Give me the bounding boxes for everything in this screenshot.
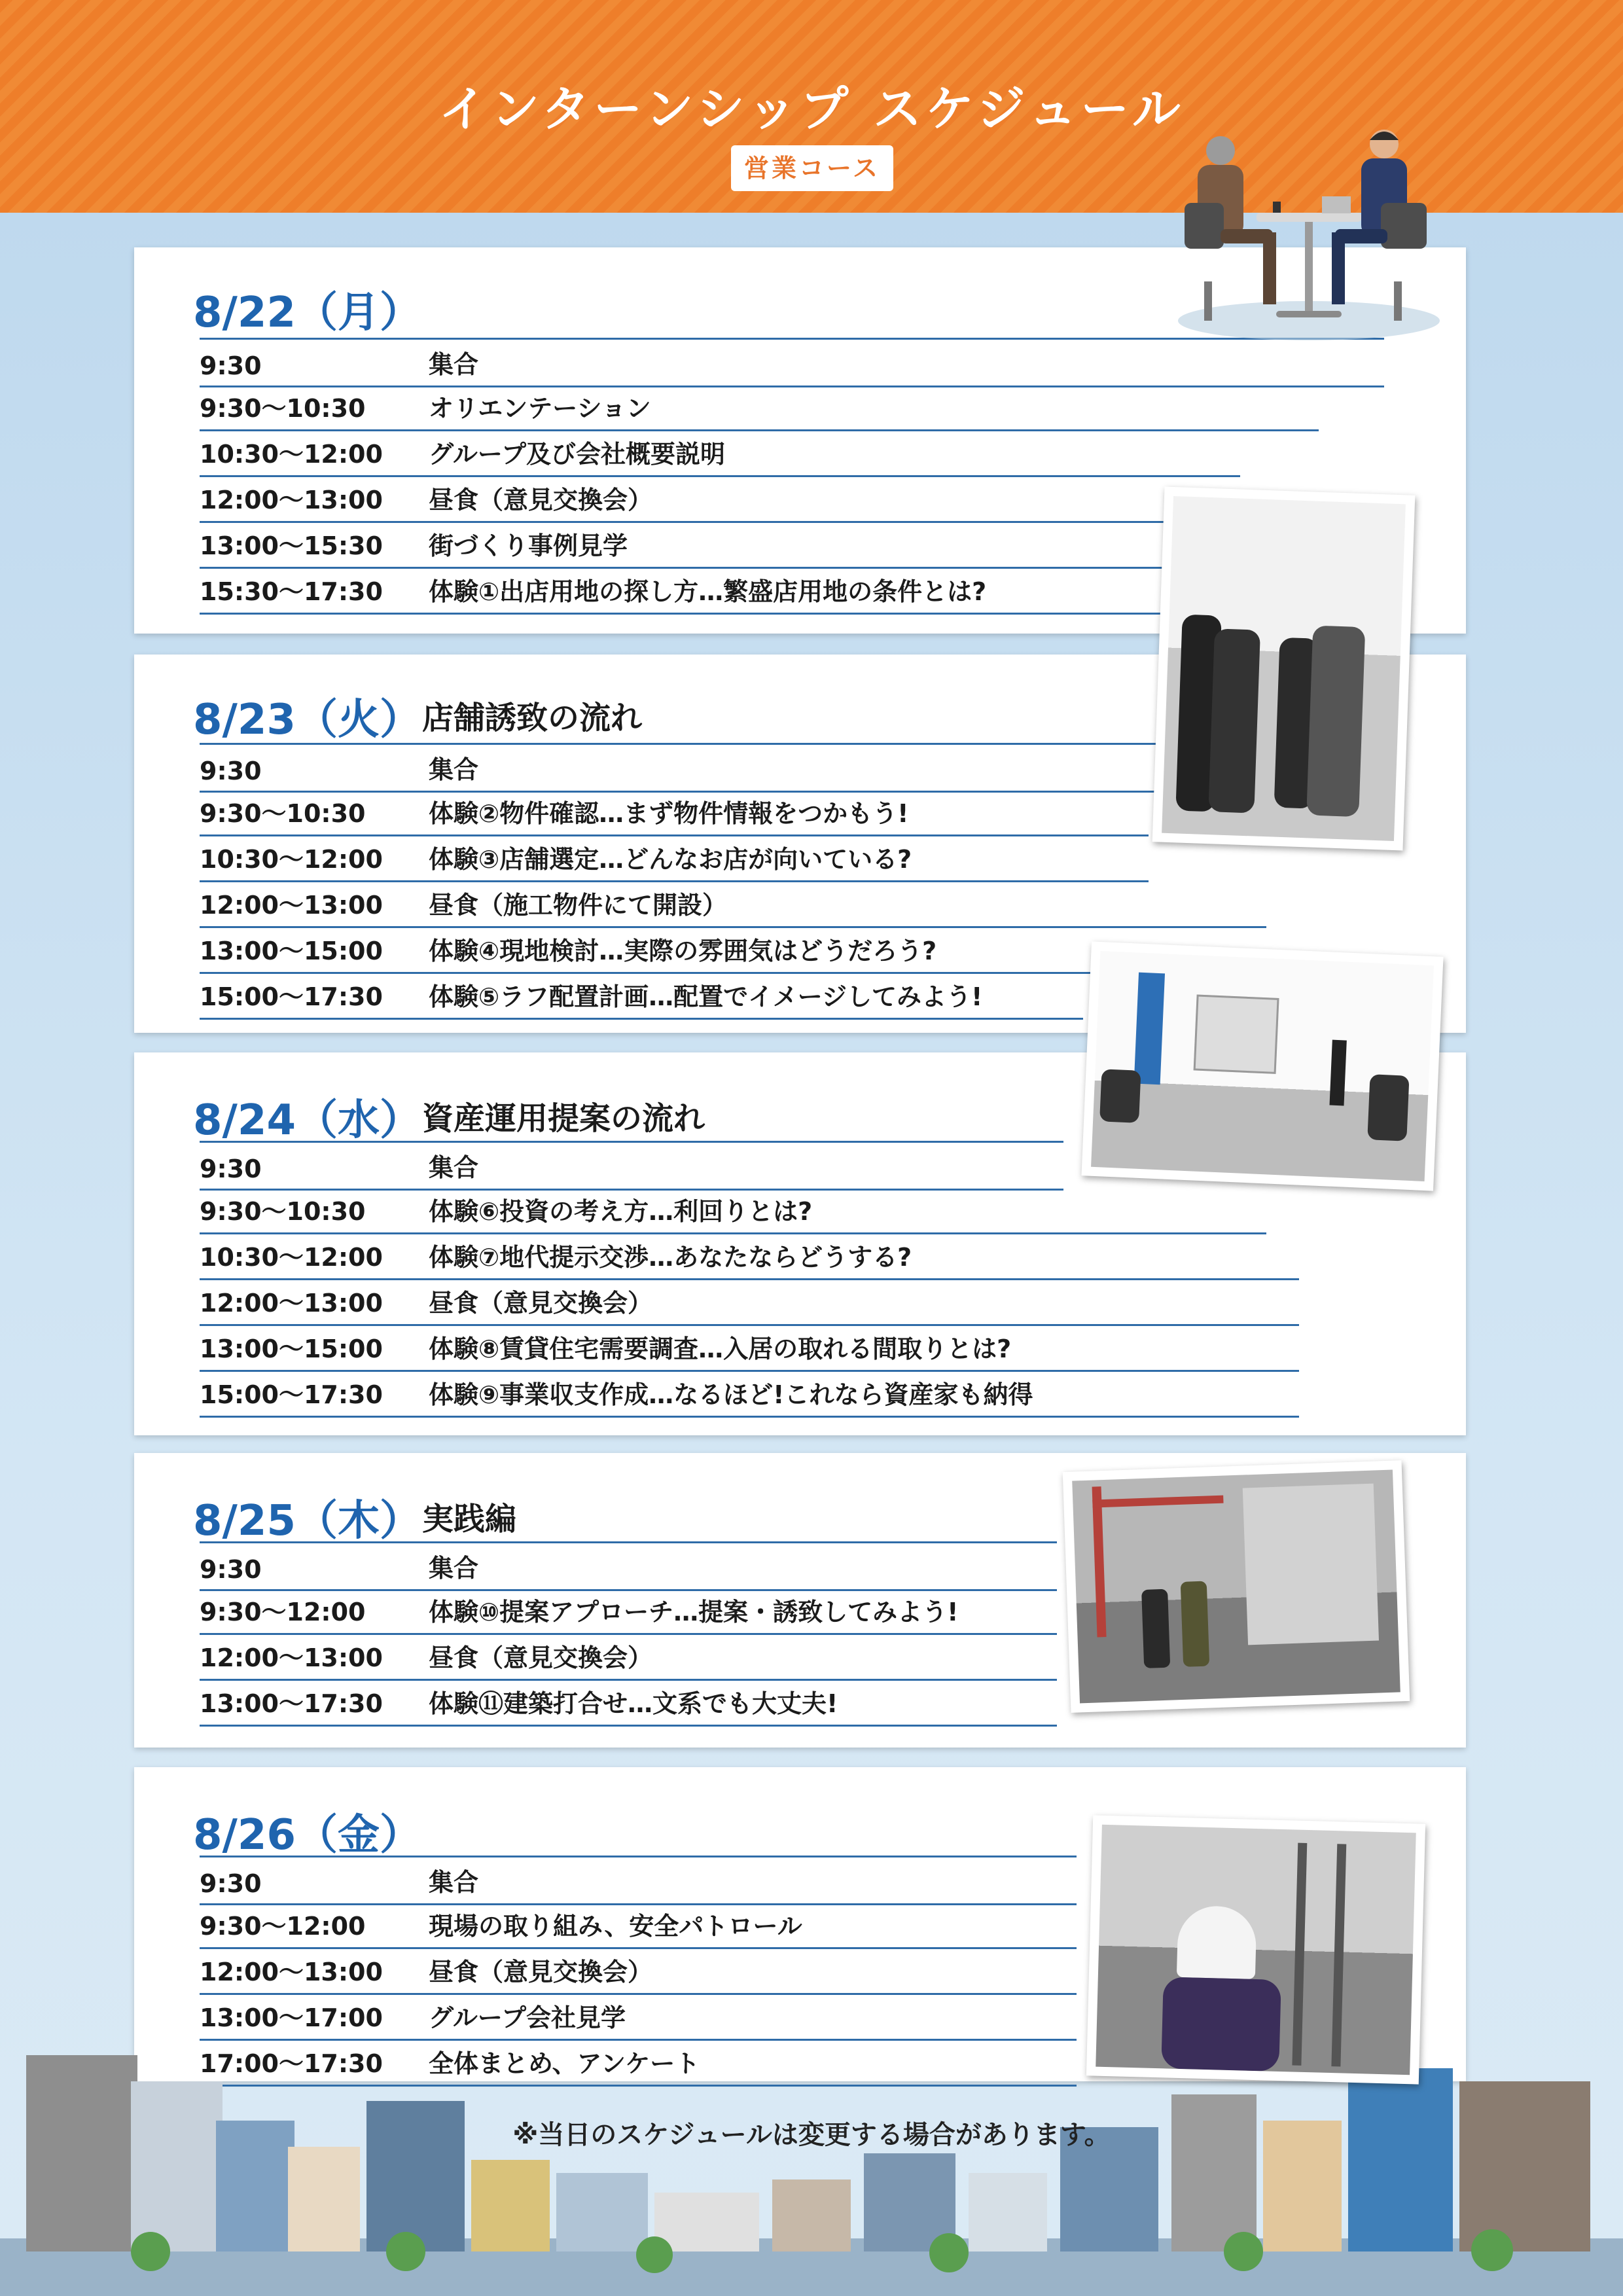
schedule-row [200, 1993, 1077, 2041]
schedule-activity: 体験⑦地代提示交渉…あなたならどうする? [429, 1243, 912, 1272]
day-date: 8/23（火） [193, 696, 421, 744]
photo-safety-patrol [1086, 1815, 1425, 2084]
schedule-activity: 昼食（意見交換会） [429, 1289, 653, 1318]
schedule-activity: 体験⑤ラフ配置計画…配置でイメージしてみよう! [429, 982, 983, 1011]
schedule-time: 9:30〜12:00 [200, 1598, 366, 1626]
schedule-row [200, 1633, 1057, 1681]
photo-site-visit-group [1152, 486, 1416, 850]
schedule-change-note: ※当日のスケジュールは変更する場合があります。 [512, 2120, 1111, 2150]
day-date: 8/24（水） [193, 1096, 421, 1145]
schedule-row [200, 521, 1240, 569]
schedule-time: 13:00〜17:00 [200, 2003, 383, 2032]
schedule-activity: 体験⑨事業収支作成…なるほど!これなら資産家も納得 [429, 1380, 1033, 1409]
schedule-time: 9:30 [200, 351, 262, 380]
schedule-time: 15:00〜17:30 [200, 1380, 383, 1409]
schedule-activity: 街づくり事例見学 [429, 531, 628, 560]
schedule-activity: グループ会社見学 [429, 2003, 626, 2032]
schedule-row [200, 429, 1240, 477]
schedule-activity: 昼食（意見交換会） [429, 1958, 653, 1986]
schedule-time: 9:30 [200, 1555, 262, 1584]
schedule-time: 13:00〜15:00 [200, 1335, 383, 1363]
schedule-time: 9:30 [200, 1155, 262, 1183]
schedule-row [200, 1587, 1057, 1635]
schedule-time: 17:00〜17:30 [200, 2049, 383, 2078]
schedule-time: 15:00〜17:30 [200, 982, 383, 1011]
schedule-activity: グループ及び会社概要説明 [429, 440, 725, 469]
schedule-row [200, 1324, 1299, 1372]
schedule-time: 9:30〜10:30 [200, 799, 366, 828]
schedule-time: 13:00〜15:30 [200, 531, 383, 560]
day-theme: 実践編 [422, 1501, 517, 1537]
schedule-row [200, 384, 1319, 431]
photo-construction-site [1063, 1460, 1410, 1713]
schedule-row [200, 475, 1240, 523]
meeting-illustration [1158, 124, 1446, 360]
schedule-row [200, 1278, 1299, 1326]
schedule-activity: 現場の取り組み、安全パトロール [429, 1912, 802, 1941]
schedule-time: 9:30〜12:00 [200, 1912, 366, 1941]
schedule-row [200, 972, 1083, 1020]
schedule-time: 9:30〜10:30 [200, 1197, 366, 1226]
schedule-activity: 体験②物件確認…まず物件情報をつかもう! [429, 799, 909, 828]
schedule-activity: 集合 [429, 755, 479, 784]
schedule-row [200, 1541, 1057, 1591]
schedule-time: 10:30〜12:00 [200, 440, 383, 469]
schedule-row [200, 1232, 1299, 1280]
schedule-time: 9:30 [200, 1869, 262, 1898]
schedule-activity: 体験③店舗選定…どんなお店が向いている? [429, 845, 912, 874]
schedule-activity: 体験①出店用地の探し方…繁盛店用地の条件とは? [429, 577, 987, 606]
schedule-activity: 体験⑧賃貸住宅需要調査…入居の取れる間取りとは? [429, 1335, 1012, 1363]
day-date: 8/22（月） [193, 289, 421, 337]
schedule-row [200, 1679, 1057, 1727]
schedule-row [200, 1370, 1299, 1418]
schedule-activity: 体験⑩提案アプローチ…提案・誘致してみよう! [429, 1598, 959, 1626]
schedule-time: 12:00〜13:00 [200, 1289, 383, 1318]
schedule-activity: 体験⑪建築打合せ…文系でも大丈夫! [429, 1689, 838, 1718]
schedule-time: 15:30〜17:30 [200, 577, 383, 606]
schedule-row [200, 1141, 1063, 1191]
schedule-activity: 昼食（施工物件にて開設） [429, 891, 728, 920]
schedule-row [200, 880, 1266, 928]
schedule-activity: 体験④現地検討…実際の雰囲気はどうだろう? [429, 937, 937, 965]
schedule-activity: オリエンテーション [429, 394, 651, 423]
page-title: インターンシップ スケジュール [438, 81, 1185, 137]
day-theme: 資産運用提案の流れ [422, 1100, 705, 1137]
schedule-activity: 集合 [429, 1868, 479, 1897]
schedule-row [200, 1856, 1077, 1905]
schedule-row [200, 567, 1240, 615]
schedule-time: 12:00〜13:00 [200, 891, 383, 920]
schedule-time: 12:00〜13:00 [200, 1958, 383, 1986]
schedule-time: 10:30〜12:00 [200, 845, 383, 874]
schedule-activity: 集合 [429, 1153, 479, 1182]
day-theme: 店舗誘致の流れ [422, 700, 643, 736]
schedule-row [200, 1187, 1266, 1234]
day-date: 8/26（金） [193, 1811, 421, 1859]
schedule-activity: 昼食（意見交換会） [429, 1643, 653, 1672]
schedule-row [200, 789, 1149, 836]
day-date: 8/25（木） [193, 1497, 421, 1545]
photo-presentation-room [1081, 941, 1443, 1191]
schedule-activity: 全体まとめ、アンケート [429, 2049, 700, 2078]
schedule-row [200, 1901, 1077, 1949]
schedule-time: 9:30〜10:30 [200, 394, 366, 423]
schedule-time: 10:30〜12:00 [200, 1243, 383, 1272]
schedule-activity: 昼食（意見交換会） [429, 486, 653, 514]
schedule-time: 9:30 [200, 757, 262, 785]
course-badge: 営業コース [731, 145, 893, 191]
schedule-row [200, 834, 1149, 882]
schedule-activity: 体験⑥投資の考え方…利回りとは? [429, 1197, 813, 1226]
schedule-time: 12:00〜13:00 [200, 486, 383, 514]
schedule-time: 13:00〜17:30 [200, 1689, 383, 1718]
schedule-time: 12:00〜13:00 [200, 1643, 383, 1672]
schedule-activity: 集合 [429, 350, 479, 379]
schedule-row [200, 743, 1181, 793]
schedule-activity: 集合 [429, 1554, 479, 1583]
schedule-row [200, 1947, 1077, 1995]
schedule-time: 13:00〜15:00 [200, 937, 383, 965]
